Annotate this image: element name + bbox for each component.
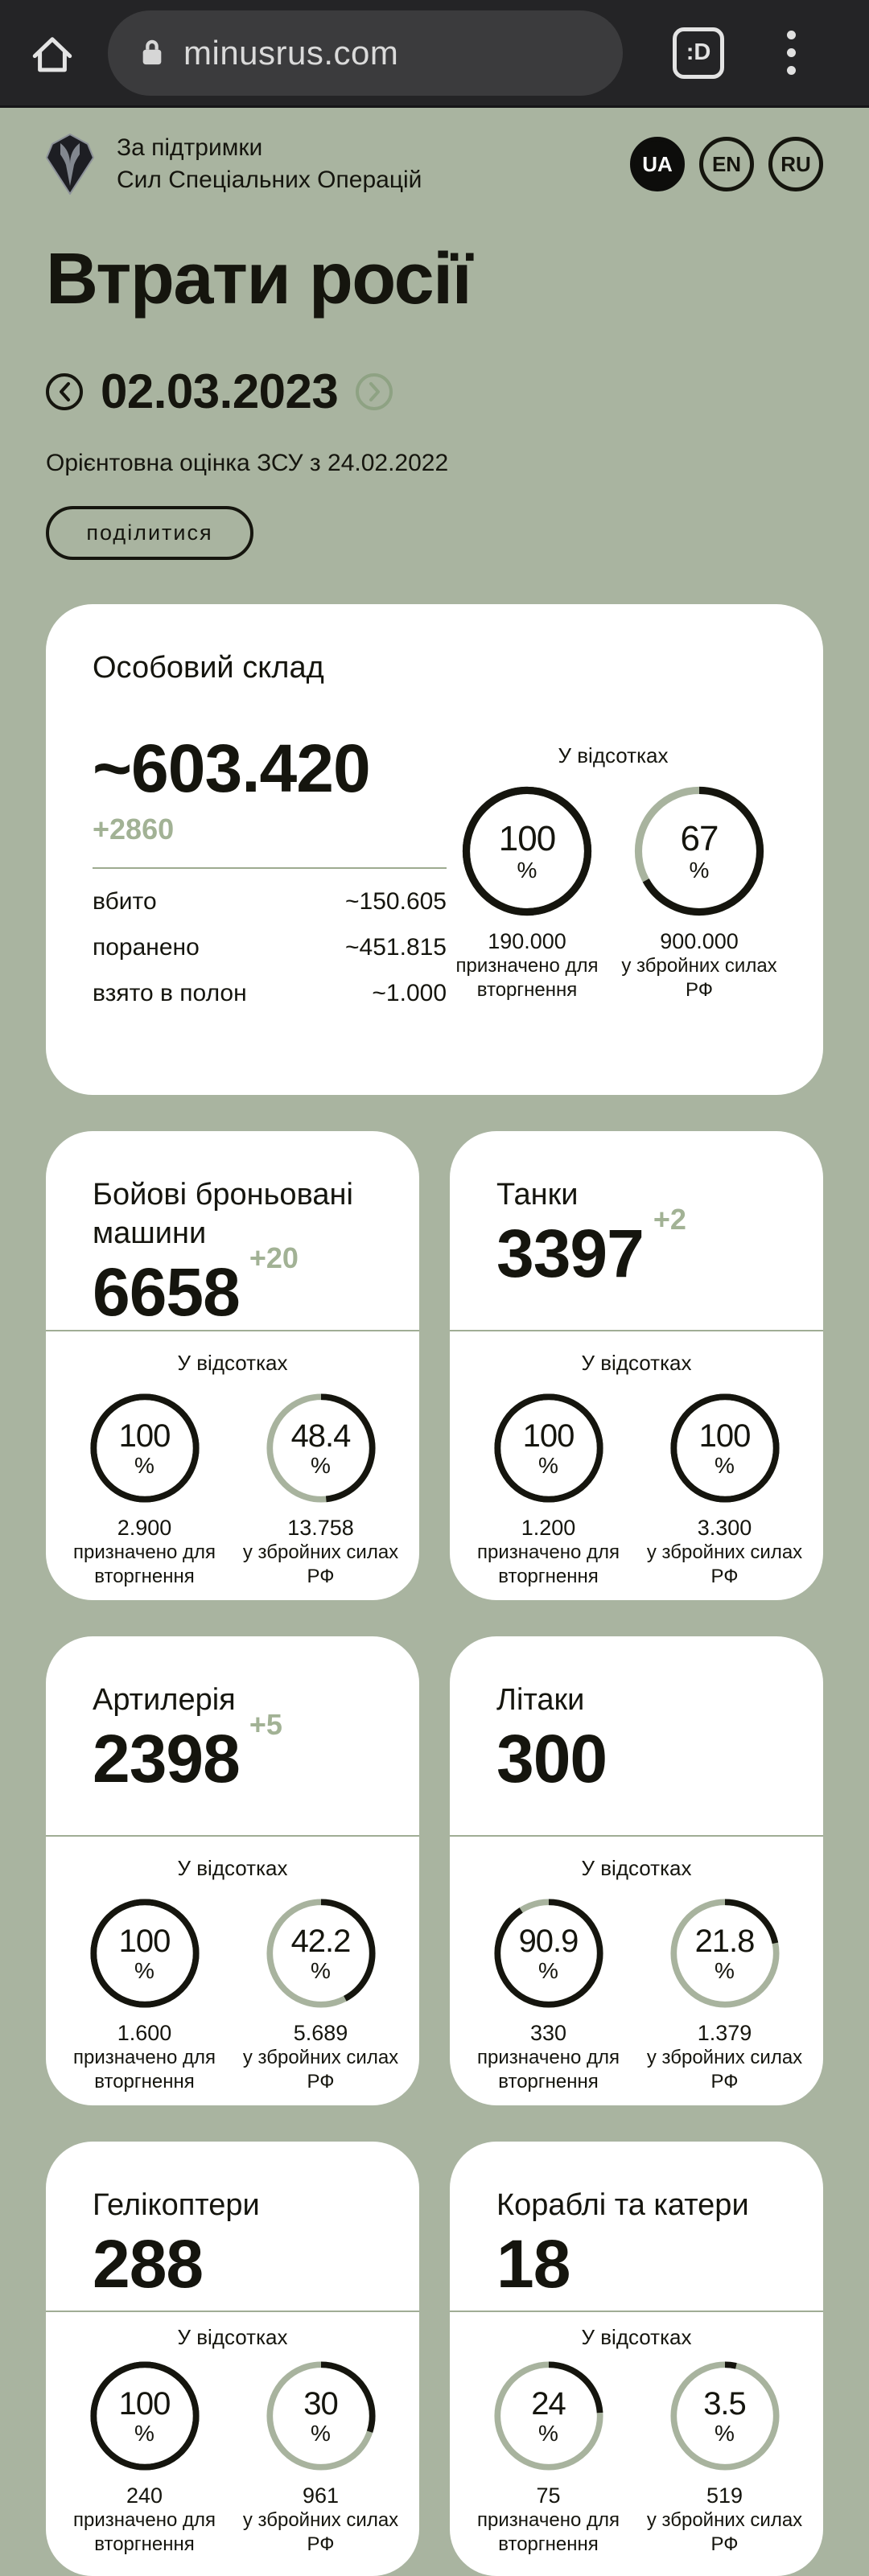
circle-value: 900.000: [660, 929, 739, 954]
circle-desc: у збройних силах РФ: [646, 2047, 803, 2093]
total-value: 3397 $^{+2}$: [496, 1203, 686, 1292]
loss-cards-grid: [46, 604, 823, 2576]
circle-desc: призначено для вторгнення: [455, 955, 599, 1002]
circle-value: 961: [302, 2483, 340, 2508]
loss-card: [46, 1636, 419, 2105]
card-title: Бойові броньовані машини: [93, 1178, 353, 1251]
percent-header: У відсотках: [558, 743, 669, 768]
circle-desc: призначено для вторгнення: [477, 2509, 620, 2556]
circle-desc: призначено для вторгнення: [73, 2509, 216, 2556]
loss-card: [46, 1131, 419, 1600]
language-switcher: [630, 137, 823, 191]
divider: [450, 1835, 823, 1837]
circle-desc: у збройних силах РФ: [242, 1541, 399, 1588]
card-title: Танки: [496, 1178, 579, 1212]
percent-circle: 90.9 % 330 призначено для вторгнення: [466, 1897, 631, 2094]
lang-button-ru[interactable]: RU: [768, 137, 823, 191]
circle-value: 1.200: [521, 1516, 576, 1541]
date-navigator: [46, 364, 823, 419]
percent-circle: 100 % 1.200 призначено для вторгнення: [466, 1392, 631, 1589]
circle-value: 330: [529, 2021, 567, 2046]
circle-desc: призначено для вторгнення: [477, 1541, 620, 1588]
percent-header: У відсотках: [177, 2325, 288, 2350]
daily-delta: +2860: [93, 813, 175, 846]
current-date: 02.03.2023: [101, 364, 339, 419]
lock-icon: [138, 37, 166, 69]
circle-value: 75: [536, 2483, 561, 2508]
percent-circle: 24 % 75 призначено для вторгнення: [466, 2360, 631, 2557]
daily-delta: +2: [653, 1203, 686, 1237]
circle-desc: призначено для вторгнення: [477, 2047, 620, 2093]
percent-circle: 42.2 % 5.689 у збройних силах РФ: [238, 1897, 403, 2094]
divider: [93, 867, 447, 869]
browser-toolbar: [0, 0, 869, 108]
circle-value: 13.758: [287, 1516, 354, 1541]
loss-card: [450, 1131, 823, 1600]
tab-counter-button[interactable]: :D: [673, 27, 724, 79]
total-value: 288: [93, 2226, 204, 2302]
estimate-note: Орієнтовна оцінка ЗСУ з 24.02.2022: [46, 450, 449, 477]
percent-header: У відсотках: [581, 1351, 692, 1376]
total-value: 6658 $^{+20}$: [93, 1241, 299, 1331]
percent-header: У відсотках: [581, 1856, 692, 1881]
circle-desc: призначено для вторгнення: [73, 1541, 216, 1588]
percent-circle: 21.8 % 1.379 у збройних силах РФ: [642, 1897, 807, 2094]
stat-row: взято в полон ~1.000: [93, 980, 447, 1007]
percent-header: У відсотках: [177, 1856, 288, 1881]
circle-value: 190.000: [488, 929, 566, 954]
circle-value: 2.900: [117, 1516, 172, 1541]
loss-card: [450, 2142, 823, 2576]
card-title: Кораблі та катери: [496, 2188, 749, 2223]
card-title: Особовий склад: [93, 651, 324, 685]
circle-value: 240: [126, 2483, 163, 2508]
total-value: ~603.420: [93, 730, 370, 807]
percent-circle: 100 % 1.600 призначено для вторгнення: [62, 1897, 227, 2094]
loss-card: [450, 1636, 823, 2105]
percent-header: У відсотках: [177, 1351, 288, 1376]
stat-row: вбито ~150.605: [93, 888, 447, 916]
card-personnel: [46, 604, 823, 1095]
circle-value: 1.379: [697, 2021, 752, 2046]
circle-value: 1.600: [117, 2021, 172, 2046]
divider: [46, 2311, 419, 2312]
lang-button-ua[interactable]: UA: [630, 137, 685, 191]
support-text: За підтримки Сил Спеціальних Операцій: [117, 134, 422, 193]
percent-circle: 100 % 190.000 призначено для вторгнення: [447, 784, 607, 1002]
daily-delta: +20: [249, 1241, 299, 1275]
percent-circle: 100 % 240 призначено для вторгнення: [62, 2360, 227, 2557]
circle-desc: у збройних силах РФ: [242, 2509, 399, 2556]
lang-button-en[interactable]: EN: [699, 137, 754, 191]
total-value: 2398 $^{+5}$: [93, 1708, 282, 1797]
divider: [450, 1330, 823, 1331]
percent-circle: 30 % 961 у збройних силах РФ: [238, 2360, 403, 2557]
divider: [46, 1330, 419, 1331]
divider: [450, 2311, 823, 2312]
circle-desc: призначено для вторгнення: [73, 2047, 216, 2093]
circle-desc: у збройних силах РФ: [621, 955, 777, 1002]
percent-circle: 100 % 3.300 у збройних силах РФ: [642, 1392, 807, 1589]
circle-desc: у збройних силах РФ: [646, 1541, 803, 1588]
loss-card: [46, 2142, 419, 2576]
page-title: Втрати росії: [46, 239, 472, 319]
card-title: Артилерія: [93, 1683, 236, 1718]
card-title: Гелікоптери: [93, 2188, 260, 2223]
circle-value: 519: [706, 2483, 743, 2508]
site-header: [46, 132, 823, 196]
home-icon[interactable]: [29, 30, 76, 76]
total-value: 300: [496, 1721, 607, 1797]
percent-circle: 48.4 % 13.758 у збройних силах РФ: [238, 1392, 403, 1589]
divider: [46, 1835, 419, 1837]
percent-header: У відсотках: [581, 2325, 692, 2350]
next-day-button[interactable]: [356, 373, 393, 410]
circle-desc: у збройних силах РФ: [242, 2047, 399, 2093]
share-button[interactable]: поділитися: [46, 506, 253, 560]
previous-day-button[interactable]: [46, 373, 83, 410]
url-text: minusrus.com: [183, 33, 399, 72]
circle-value: 3.300: [697, 1516, 752, 1541]
card-title: Літаки: [496, 1683, 585, 1718]
percent-circle: 67 % 900.000 у збройних силах РФ: [619, 784, 780, 1002]
sso-emblem-logo: [46, 134, 94, 195]
browser-menu-icon[interactable]: [787, 31, 796, 75]
circle-value: 5.689: [293, 2021, 348, 2046]
personnel-breakdown: [93, 888, 447, 1007]
total-value: 18: [496, 2226, 570, 2302]
stat-row: поранено ~451.815: [93, 934, 447, 961]
percent-circle: 100 % 2.900 призначено для вторгнення: [62, 1392, 227, 1589]
address-bar[interactable]: [108, 10, 623, 96]
percent-circle: 3.5 % 519 у збройних силах РФ: [642, 2360, 807, 2557]
daily-delta: +5: [249, 1708, 282, 1742]
circle-desc: у збройних силах РФ: [646, 2509, 803, 2556]
